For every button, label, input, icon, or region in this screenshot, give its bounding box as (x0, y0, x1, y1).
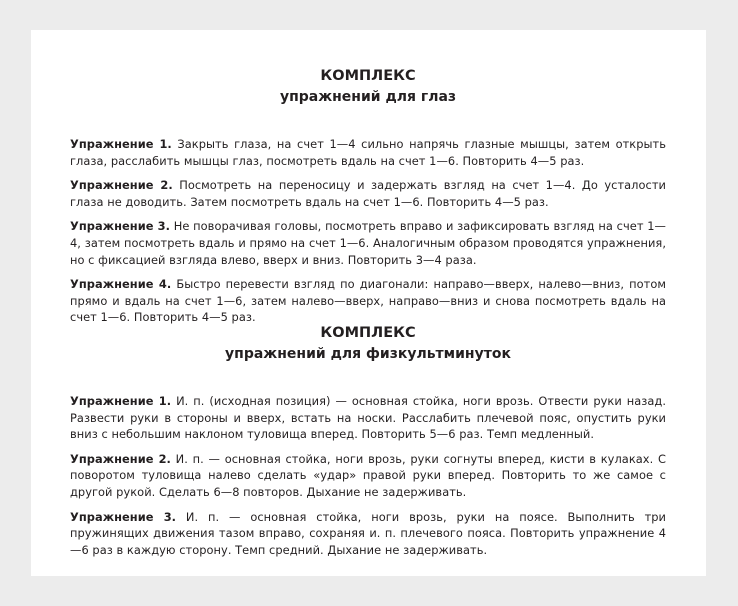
exercise-text: И. п. — основная стойка, ноги врозь, руки на поясе. Выполнить три пружинящих движения тазом вправо, сохраняя и. п. плечевого пояса. Повторить упражнение 4—6 раз в каждую сторону. Темп средний. Дыхание не задерживать. (70, 509, 666, 557)
document-page (31, 30, 706, 576)
exercise-text: Быстро перевести взгляд по диагонали: направо—вверх, налево—вниз, потом прямо и вдаль на счет 1—6, затем налево—вверх, направо—вниз и снова посмотреть вдаль на счет 1—6. Повторить 4—5 раз. (70, 277, 666, 325)
exercise-label: Упражнение 1. (70, 394, 172, 408)
exercise-label: Упражнение 2. (70, 178, 173, 193)
exercise-label: Упражнение 2. (70, 451, 171, 466)
exercise-paragraph (70, 393, 666, 443)
exercise-paragraph (70, 509, 666, 559)
exercise-text: Не поворачивая головы, посмотреть вправо и зафиксировать взгляд на счет 1—4, затем посмотреть вдаль и прямо на счет 1—6. Аналогичным образом проводятся упражнения, но с фиксацией взгляда влево, вверх и вниз. Повторить 3—4 раза. (70, 219, 667, 267)
exercise-paragraph (70, 177, 666, 210)
exercise-text: И. п. — основная стойка, ноги врозь, руки согнуты вперед, кисти в кулаках. С поворотом туловища налево сделать «удар» правой руки вперед. Повторить то же самое с другой рукой. Сделать 6—8 повторов. Дыхание не задерживать. (70, 451, 666, 499)
exercise-label: Упражнение 1. (70, 137, 172, 151)
section-heading (70, 66, 666, 108)
exercise-label: Упражнение 4. (70, 277, 172, 292)
exercise-paragraph (70, 451, 666, 501)
physical-exercises-section (70, 323, 666, 566)
exercise-paragraph (70, 136, 666, 169)
exercise-paragraph (70, 218, 666, 268)
section-subtitle: упражнений для физкультминуток (225, 346, 511, 362)
section-subtitle: упражнений для глаз (279, 89, 457, 105)
exercise-text: Посмотреть на переносицу и задержать взгляд на счет 1—4. До усталости глаза не доводить. Затем посмотреть вдаль на счет 1—6. Повторить 4—5 раз. (70, 178, 666, 209)
exercise-label: Упражнение 3. (70, 509, 177, 524)
eye-exercises-section (70, 66, 666, 334)
section-title: КОМПЛЕКС (320, 68, 416, 84)
exercise-label: Упражнение 3. (70, 219, 170, 234)
section-heading (70, 323, 666, 365)
exercise-text: И. п. (исходная позиция) — основная стойка, ноги врозь. Отвести руки назад. Развести руки в стороны и вверх, встать на носки. Расслабить плечевой пояс, опустить руки вниз с небольшим наклоном туловища вперед. Повторить 5—6 раз. Темп медленный. (70, 394, 666, 442)
section-title: КОМПЛЕКС (320, 325, 416, 341)
exercise-paragraph (70, 276, 666, 326)
exercise-text: Закрыть глаза, на счет 1—4 сильно напрячь глазные мышцы, затем открыть глаза, расслабить мышцы глаз, посмотреть вдаль на счет 1—6. Повторить 4—5 раз. (70, 137, 666, 168)
